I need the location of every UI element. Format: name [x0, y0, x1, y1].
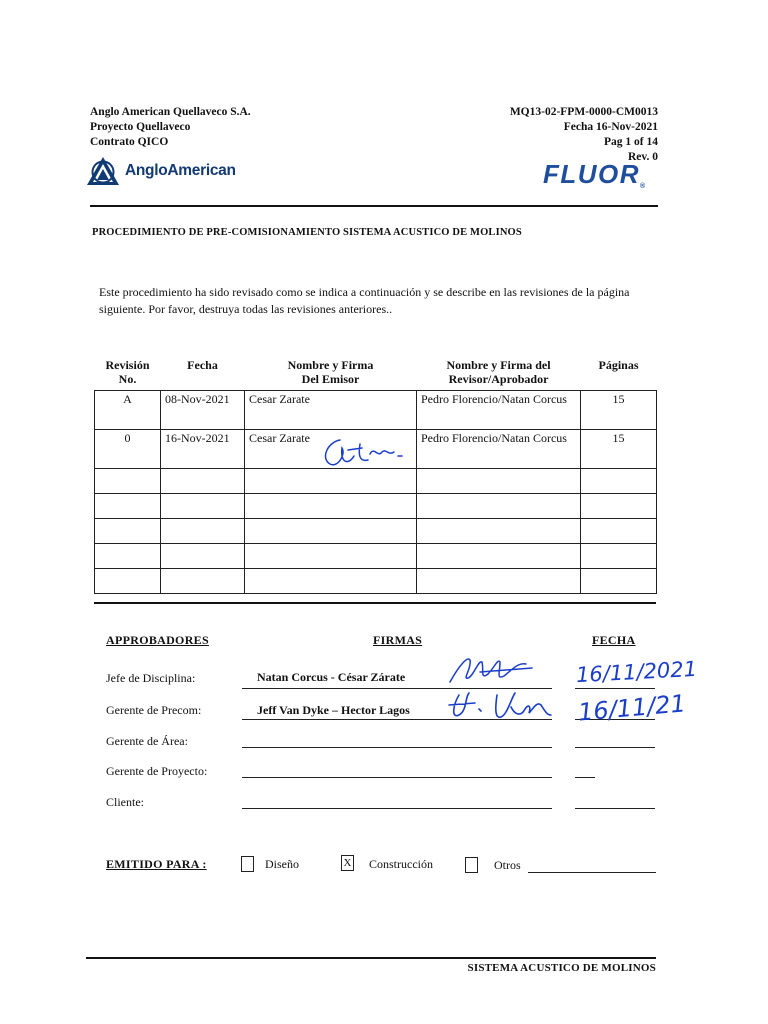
pages-cell: 15 [581, 430, 657, 469]
signatures-heading: FIRMAS [373, 633, 423, 647]
discipline-lead-date: 16/11/2021 [575, 656, 698, 688]
issuer-cell: Cesar Zarate [245, 391, 417, 430]
date-line [575, 777, 595, 778]
rev-cell: 0 [95, 430, 161, 469]
role-area-manager: Gerente de Área: [106, 734, 188, 748]
role-client: Cliente: [106, 795, 144, 809]
anglo-american-emblem-icon [86, 156, 120, 186]
date-line [575, 747, 655, 748]
col-pages: Páginas [598, 358, 639, 372]
other-fill-line [528, 872, 656, 873]
signature-line [242, 777, 552, 778]
role-precom-manager: Gerente de Precom: [106, 703, 202, 717]
checkbox-other[interactable] [465, 857, 478, 873]
table-row [95, 391, 657, 430]
date-heading: FECHA [592, 633, 636, 647]
pages-cell: 15 [581, 391, 657, 430]
option-design-label: Diseño [265, 857, 299, 871]
project-name: Proyecto Quellaveco [90, 121, 191, 133]
contract-name: Contrato QICO [90, 136, 169, 148]
issuer-cell: Cesar Zarate [245, 430, 417, 469]
company-name: Anglo American Quellaveco S.A. [90, 106, 251, 118]
document-title: PROCEDIMIENTO DE PRE-COMISIONAMIENTO SISTEMA ACUSTICO DE MOLINOS [92, 227, 522, 238]
revisions-table [94, 358, 657, 594]
option-construction-label: Construcción [369, 857, 433, 871]
document-number: MQ13-02-FPM-0000-CM0013 [509, 106, 658, 118]
reviewer-cell: Pedro Florencio/Natan Corcus [417, 391, 581, 430]
fluor-logo [543, 159, 645, 190]
page-number: Pag 1 of 14 [604, 136, 658, 148]
date-cell: 16-Nov-2021 [161, 430, 245, 469]
rev-cell: A [95, 391, 161, 430]
revisions-header-row [95, 358, 657, 391]
intro-paragraph: Este procedimiento ha sido revisado como se indica a continuación y se describe en las revisiones de la página siguiente. Por favor, destruya todas las revisiones anteriores.. [99, 285, 630, 316]
signature-line [242, 747, 552, 748]
footer-divider [86, 957, 656, 959]
col-issuer: Nombre y Firma Del Emisor [287, 358, 374, 386]
company-block [90, 105, 251, 150]
precom-manager-signature [445, 685, 555, 727]
role-project-manager: Gerente de Proyecto: [106, 764, 208, 778]
header-divider [90, 205, 658, 207]
issuer-signature [318, 432, 408, 472]
issued-for-label: EMITIDO PARA : [106, 857, 207, 871]
name-precom-manager: Jeff Van Dyke – Hector Lagos [257, 703, 410, 717]
table-row-empty [95, 494, 657, 519]
signature-line [242, 808, 552, 809]
approvers-heading: APPROBADORES [106, 633, 209, 647]
role-discipline-lead: Jefe de Disciplina: [106, 671, 196, 685]
date-line [575, 808, 655, 809]
footer-title: SISTEMA ACUSTICO DE MOLINOS [467, 962, 656, 974]
name-discipline-lead: Natan Corcus - César Zárate [257, 670, 406, 684]
fluor-registered-mark: ® [640, 183, 646, 190]
table-divider [94, 602, 656, 604]
document-info [510, 105, 658, 165]
option-other-label: Otros [494, 858, 521, 872]
checkbox-construction[interactable]: X [341, 855, 354, 871]
precom-manager-date: 16/11/21 [576, 689, 687, 727]
date-cell: 08-Nov-2021 [161, 391, 245, 430]
date-line [575, 688, 655, 689]
discipline-lead-signature [440, 650, 535, 690]
checkbox-design[interactable] [241, 856, 254, 872]
col-reviewer: Nombre y Firma del Revisor/Aprobador [446, 358, 551, 386]
revision-number: Rev. 0 [627, 151, 658, 163]
col-date: Fecha [187, 358, 218, 372]
table-row-empty [95, 469, 657, 494]
col-rev-no: Revisión No. [105, 358, 150, 386]
table-row-empty [95, 519, 657, 544]
anglo-american-logo [86, 156, 236, 186]
anglo-american-wordmark: AngloAmerican [125, 162, 236, 179]
reviewer-cell: Pedro Florencio/Natan Corcus [417, 430, 581, 469]
table-row-empty [95, 569, 657, 594]
fluor-wordmark: FLUOR [543, 159, 641, 189]
table-row-empty [95, 544, 657, 569]
document-date: Fecha 16-Nov-2021 [563, 121, 658, 133]
